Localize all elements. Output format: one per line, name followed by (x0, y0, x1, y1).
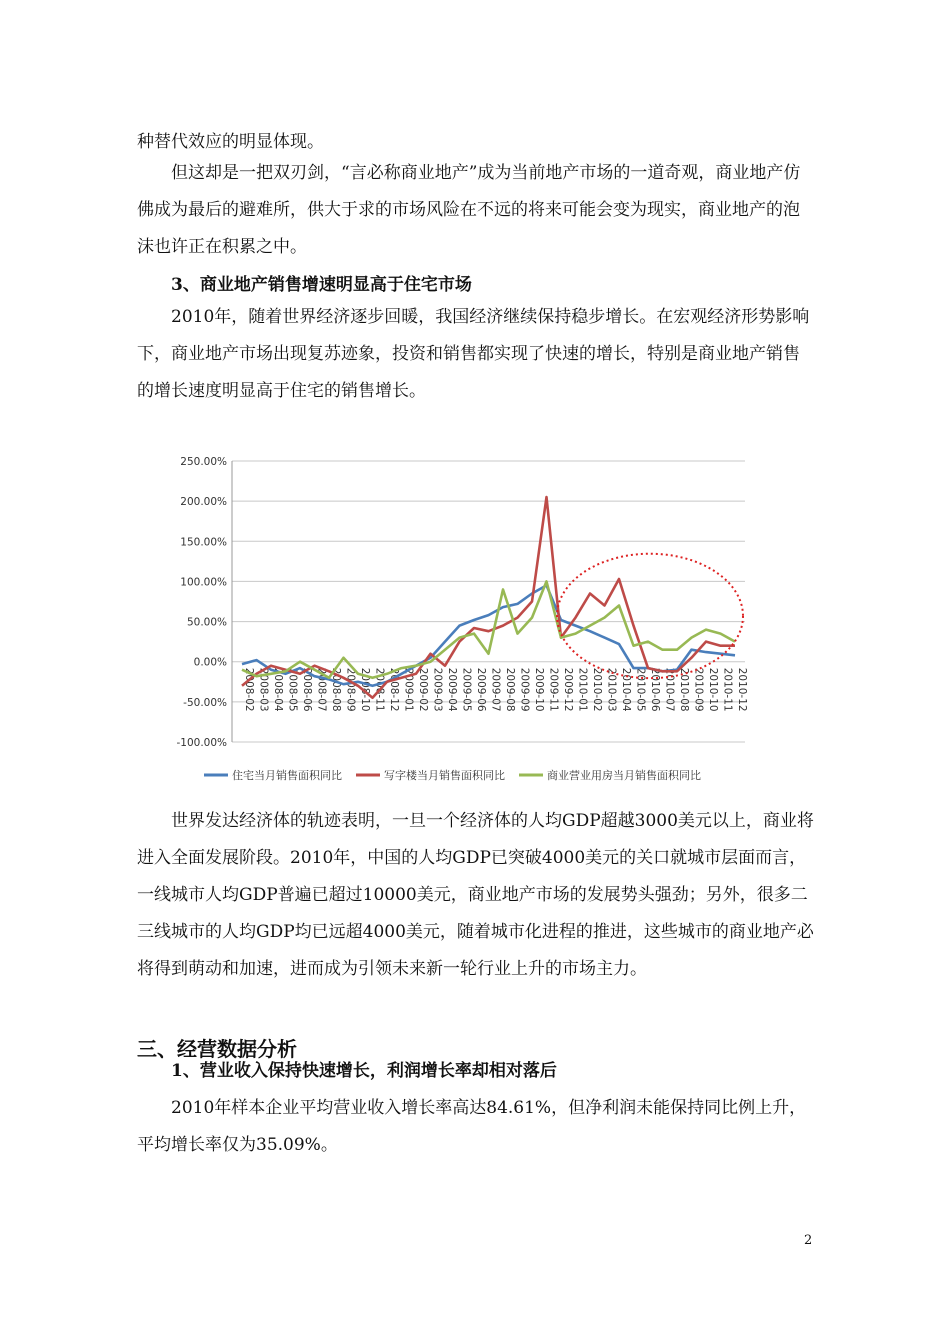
x-tick-label: 2009-11 (547, 667, 560, 712)
page-number: 2 (804, 1233, 813, 1248)
x-tick-label: 2009-04 (446, 667, 458, 712)
paragraph-1: 种替代效应的明显体现。 (137, 132, 324, 152)
x-tick-label: 2010-12 (736, 667, 748, 712)
legend-label-1: 住宅当月销售面积同比 (232, 769, 342, 782)
x-tick-label: 2009-03 (431, 667, 444, 712)
x-tick-label: 2010-07 (663, 667, 676, 712)
x-tick-label: 2010-08 (678, 667, 690, 712)
x-tick-label: 2008-08 (330, 667, 342, 712)
heading-3: 3、商业地产销售增速明显高于住宅市场 (171, 275, 472, 295)
sales-growth-line-chart (170, 448, 760, 793)
x-tick-label: 2008-03 (257, 667, 270, 712)
y-tick-label: 0.00% (193, 656, 227, 669)
x-tick-label: 2008-04 (272, 667, 284, 712)
x-tick-label: 2009-06 (475, 667, 487, 712)
x-tick-label: 2010-01 (576, 667, 589, 712)
x-tick-label: 2010-06 (649, 667, 661, 712)
x-tick-label: 2010-09 (692, 667, 705, 712)
y-tick-label: 200.00% (180, 496, 227, 509)
x-tick-label: 2008-07 (315, 667, 328, 712)
legend-label-3: 商业营业用房当月销售面积同比 (547, 769, 701, 782)
paragraph-3: 2010年，随着世界经济逐步回暖，我国经济继续保持稳步增长。在宏观经济形势影响下，商业地产市场出现复苏迹象，投资和销售都实现了快速的增长，特别是商业地产销售的增长速度明显高于住宅的销售增长。 (137, 307, 810, 401)
highlight-ellipse (557, 554, 743, 678)
x-tick-label: 2010-04 (620, 667, 632, 712)
y-tick-label: 250.00% (180, 456, 227, 468)
y-tick-label: -50.00% (183, 696, 227, 709)
x-tick-label: 2010-05 (634, 667, 647, 712)
x-tick-label: 2008-12 (388, 667, 400, 712)
x-tick-label: 2010-10 (707, 667, 719, 712)
subheading-1: 1、营业收入保持快速增长，利润增长率却相对落后 (171, 1061, 557, 1081)
x-tick-label: 2008-10 (359, 667, 371, 712)
x-tick-label: 2009-09 (518, 667, 531, 712)
paragraph-5: 2010年样本企业平均营业收入增长率高达84.61%，但净利润未能保持同比例上升，平均增长率仅为35.09%。 (137, 1098, 807, 1155)
paragraph-4: 世界发达经济体的轨迹表明，一旦一个经济体的人均GDP超越3000美元以上，商业将进入全面发展阶段。2010年，中国的人均GDP已突破4000美元的关口就城市层面而言，一线城市人均GDP普遍已超过10000美元，商业地产市场的发展势头强劲；另外，很多二三线城市的人均GDP均已远超4000美元，随着城市化进程的推进，这些城市的商业地产必将得到萌动和加速，进而成为引领未来新一轮行业上升的市场主力。 (137, 811, 814, 979)
section-title: 三、经营数据分析 (137, 1037, 297, 1061)
y-tick-label: 150.00% (180, 536, 227, 549)
x-tick-label: 2009-01 (402, 667, 415, 712)
y-tick-label: -100.00% (176, 737, 227, 749)
x-tick-label: 2008-06 (301, 667, 313, 712)
x-tick-label: 2009-05 (460, 667, 473, 712)
x-tick-label: 2010-11 (721, 667, 734, 712)
series-line-3 (242, 581, 735, 677)
y-tick-label: 100.00% (180, 576, 227, 589)
x-tick-label: 2009-07 (489, 667, 502, 712)
x-tick-label: 2008-02 (243, 667, 255, 712)
x-tick-label: 2009-12 (562, 667, 574, 712)
y-tick-label: 50.00% (186, 616, 227, 629)
x-tick-label: 2009-08 (504, 667, 516, 712)
x-tick-label: 2008-11 (373, 667, 386, 712)
x-tick-label: 2010-03 (605, 667, 618, 712)
x-tick-label: 2008-05 (286, 667, 299, 712)
x-tick-label: 2009-10 (533, 667, 545, 712)
legend-label-2: 写字楼当月销售面积同比 (384, 769, 505, 782)
paragraph-2: 但这却是一把双刃剑，“言必称商业地产”成为当前地产市场的一道奇观，商业地产仿佛成为最后的避难所，供大于求的市场风险在不远的将来可能会变为现实，商业地产的泡沫也许正在积累之中。 (137, 163, 801, 257)
x-tick-label: 2009-02 (417, 667, 429, 712)
x-tick-label: 2008-09 (344, 667, 357, 712)
x-tick-label: 2010-02 (591, 667, 603, 712)
